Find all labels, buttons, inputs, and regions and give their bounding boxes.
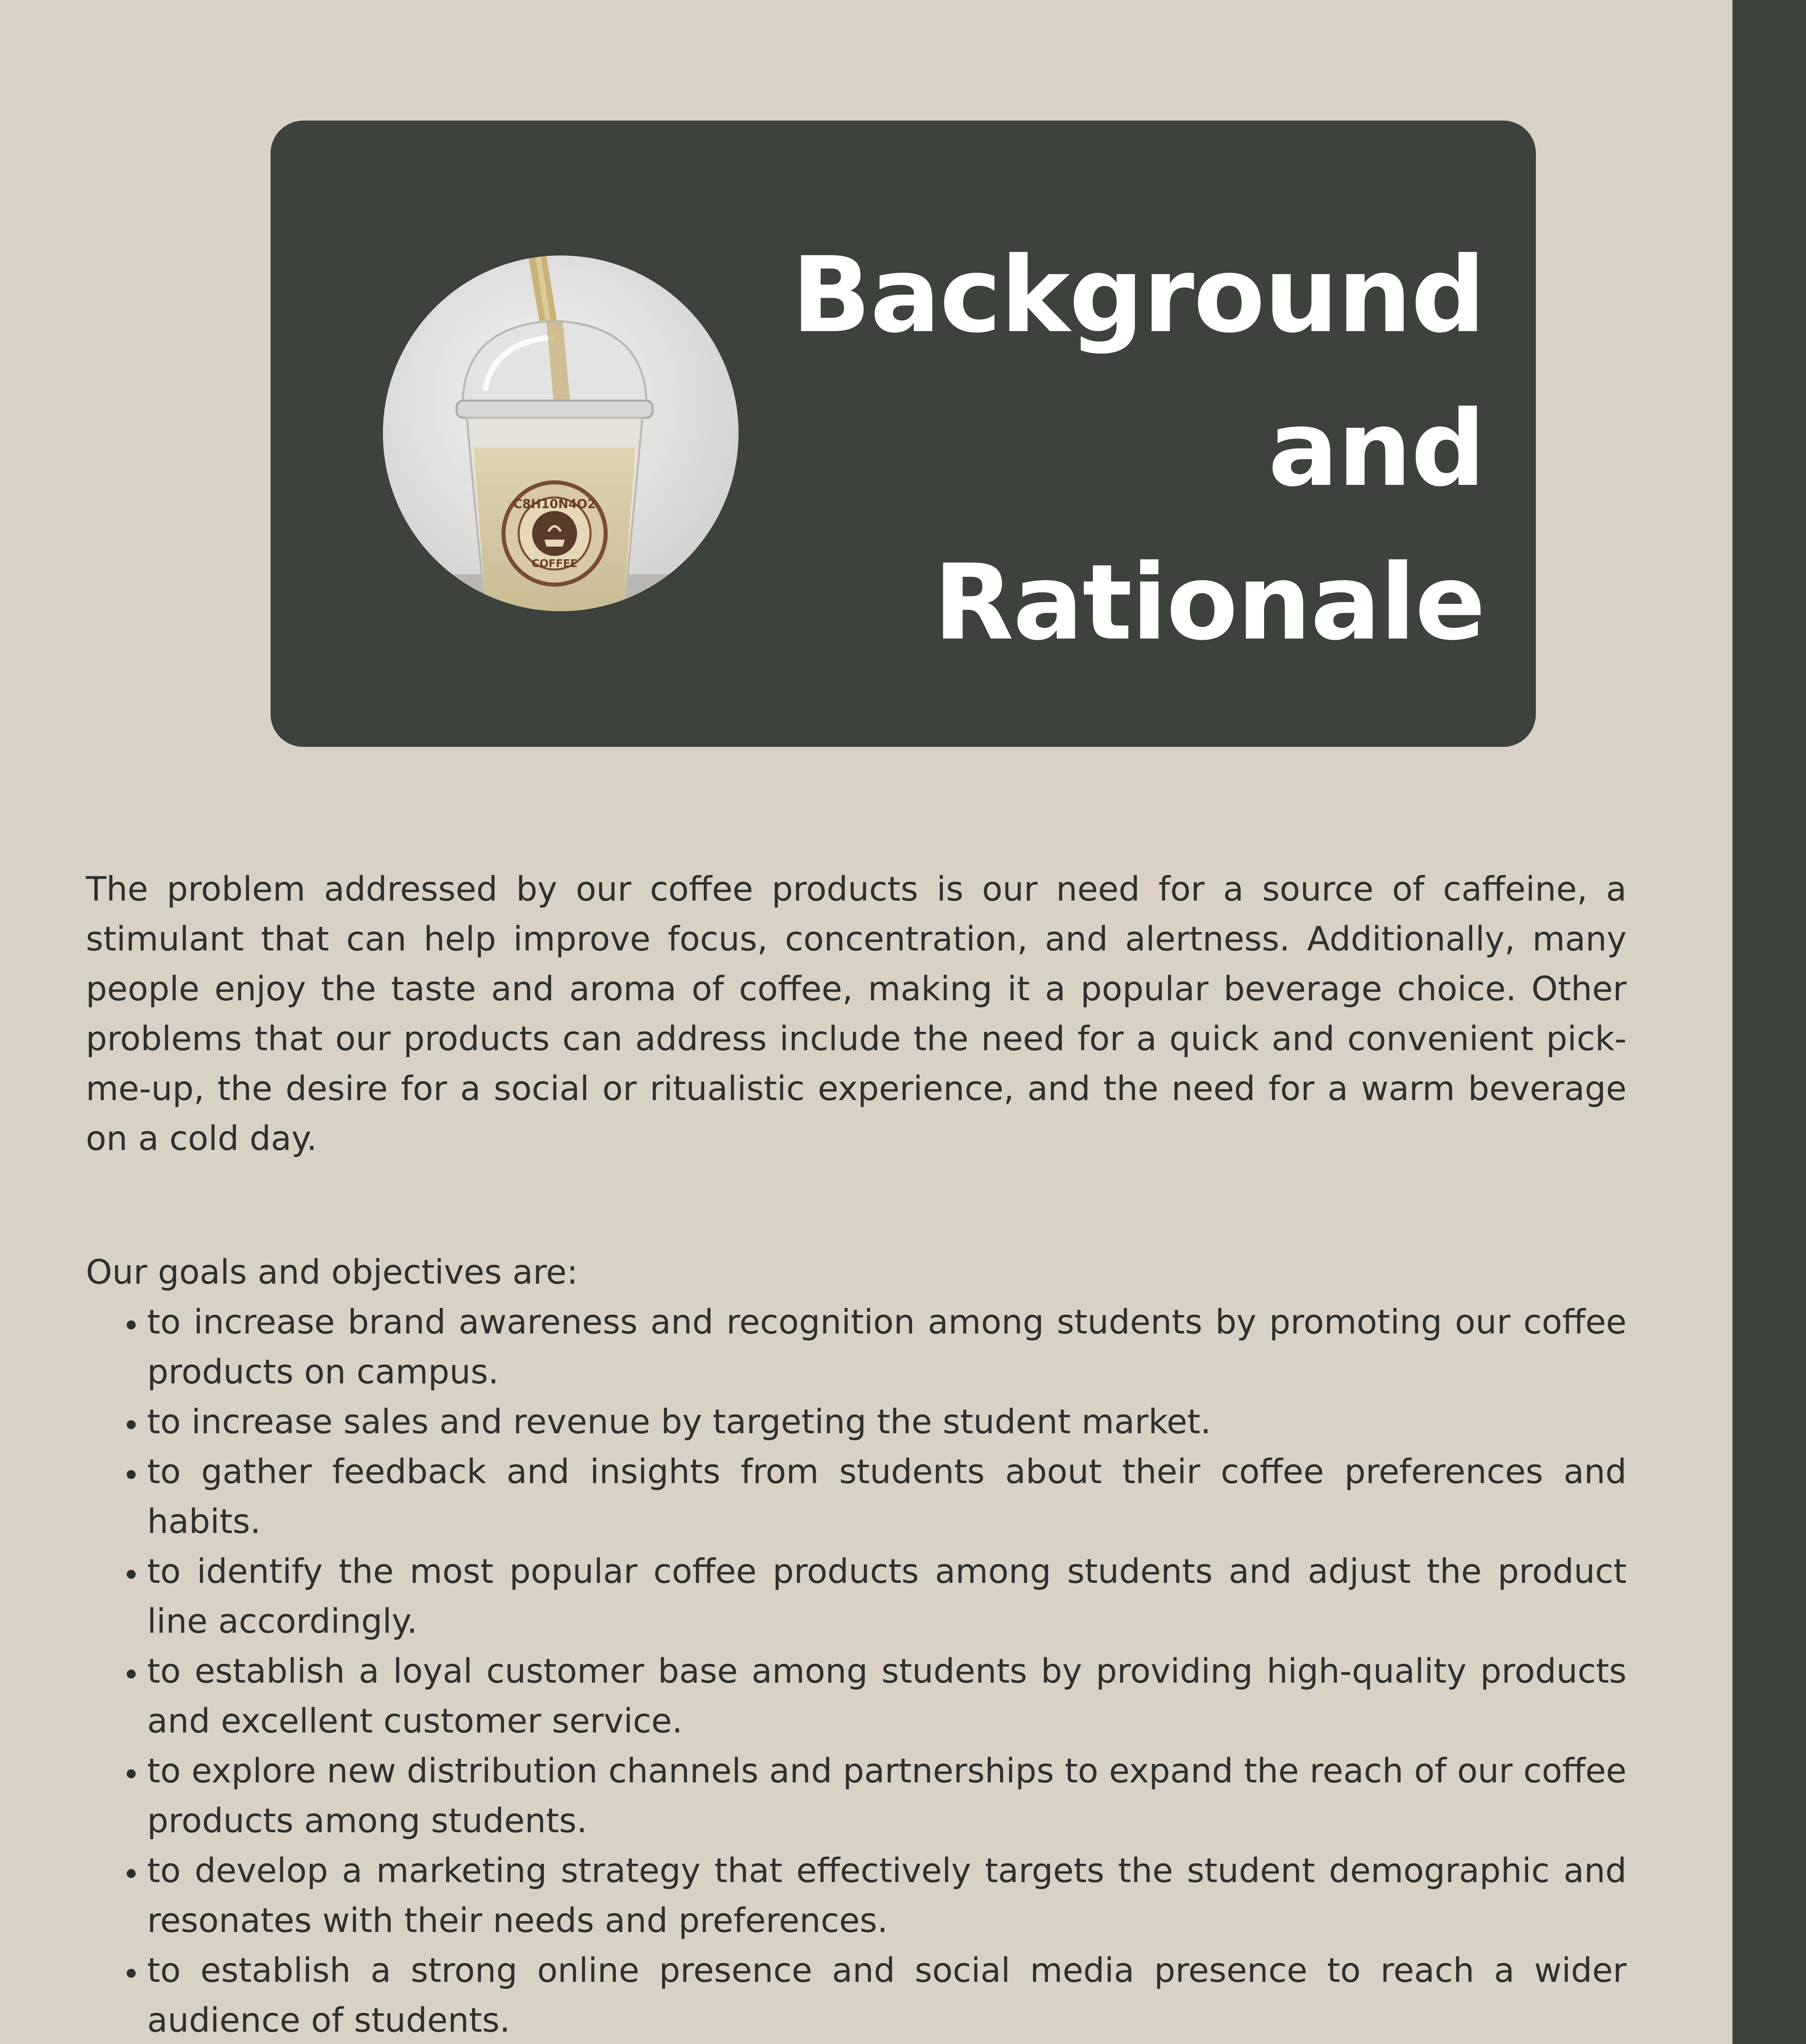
list-item: • to gather feedback and insights from students about their coffee preferences and habits. [147,1447,1627,1547]
list-item: • to establish a loyal customer base among students by providing high-quality products and excellent customer service. [147,1647,1627,1746]
coffee-cup-photo [383,256,739,611]
title-line-2: and [1268,388,1485,510]
title-line-3: Rationale [933,542,1485,663]
goals-heading: Our goals and objectives are: [86,1253,578,1292]
list-item: • to identify the most popular coffee products among students and adjust the product line accordingly. [147,1547,1627,1647]
intro-paragraph: The problem addressed by our coffee products is our need for a source of caffeine, a stimulant that can help improve focus, concentration, and alertness. Additionally, many people enjoy the taste and aroma of coffee, making it a popular beverage choice. Other problems that our products can address include the need for a quick and convenient pick-me-up, the desire for a social or ritualistic experience, and the need for a warm beverage on a cold day. [86,870,1627,1158]
side-bar [1732,0,1806,2044]
list-item: • to increase sales and revenue by targeting the student market. [147,1397,1627,1447]
coffee-cup-illustration [383,256,739,611]
cup-logo-subtext: COFFEE [531,558,578,570]
goals-list [86,1298,1627,2044]
list-item: • to explore new distribution channels and partnerships to expand the reach of our coffee products among students. [147,1746,1627,1846]
list-item: • to increase brand awareness and recognition among students by promoting our coffee products on campus. [147,1298,1627,1397]
list-item: • to establish a strong online presence and social media presence to reach a wider audience of students. [147,1946,1627,2044]
page-title [708,219,1485,680]
header-card [271,121,1536,747]
list-item: • to develop a marketing strategy that effectively targets the student demographic and resonates with their needs and preferences. [147,1846,1627,1946]
body-content [86,865,1627,2044]
title-line-1: Background [791,235,1485,356]
cup-logo-text: C8H10N4O2 [513,497,596,511]
